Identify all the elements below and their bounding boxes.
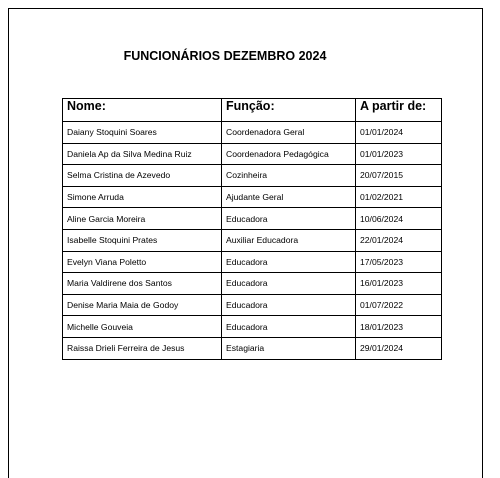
cell-start-date: 01/01/2024 xyxy=(356,122,442,144)
cell-start-date: 10/06/2024 xyxy=(356,208,442,230)
cell-role: Ajudante Geral xyxy=(222,186,356,208)
cell-start-date: 17/05/2023 xyxy=(356,251,442,273)
cell-role: Educadora xyxy=(222,251,356,273)
cell-name: Maria Valdirene dos Santos xyxy=(63,273,222,295)
table-row xyxy=(63,294,442,316)
document-page xyxy=(8,8,483,478)
cell-role: Educadora xyxy=(222,316,356,338)
cell-role: Educadora xyxy=(222,294,356,316)
table-row xyxy=(63,122,442,144)
table-row xyxy=(63,143,442,165)
table-row xyxy=(63,208,442,230)
cell-name: Selma Cristina de Azevedo xyxy=(63,165,222,187)
staff-table xyxy=(62,98,442,360)
table-header-row xyxy=(63,99,442,122)
cell-role: Auxiliar Educadora xyxy=(222,229,356,251)
cell-role: Cozinheira xyxy=(222,165,356,187)
cell-name: Michelle Gouveia xyxy=(63,316,222,338)
cell-role: Educadora xyxy=(222,208,356,230)
table-row xyxy=(63,273,442,295)
cell-start-date: 22/01/2024 xyxy=(356,229,442,251)
cell-start-date: 20/07/2015 xyxy=(356,165,442,187)
cell-name: Raissa Drieli Ferreira de Jesus xyxy=(63,337,222,359)
document-title: FUNCIONÁRIOS DEZEMBRO 2024 xyxy=(123,49,327,63)
cell-role: Estagiaria xyxy=(222,337,356,359)
cell-name: Evelyn Viana Poletto xyxy=(63,251,222,273)
cell-name: Denise Maria Maia de Godoy xyxy=(63,294,222,316)
table-row xyxy=(63,251,442,273)
table-row xyxy=(63,316,442,338)
cell-name: Daiany Stoquini Soares xyxy=(63,122,222,144)
table-row xyxy=(63,229,442,251)
cell-name: Aline Garcia Moreira xyxy=(63,208,222,230)
table-row xyxy=(63,337,442,359)
cell-start-date: 01/07/2022 xyxy=(356,294,442,316)
header-name: Nome: xyxy=(63,99,222,122)
cell-name: Isabelle Stoquini Prates xyxy=(63,229,222,251)
header-start-date: A partir de: xyxy=(356,99,442,122)
cell-start-date: 18/01/2023 xyxy=(356,316,442,338)
table-row xyxy=(63,186,442,208)
cell-start-date: 01/02/2021 xyxy=(356,186,442,208)
cell-start-date: 29/01/2024 xyxy=(356,337,442,359)
cell-name: Daniela Ap da Silva Medina Ruiz xyxy=(63,143,222,165)
table-row xyxy=(63,165,442,187)
header-role: Função: xyxy=(222,99,356,122)
cell-start-date: 01/01/2023 xyxy=(356,143,442,165)
cell-name: Simone Arruda xyxy=(63,186,222,208)
cell-start-date: 16/01/2023 xyxy=(356,273,442,295)
cell-role: Educadora xyxy=(222,273,356,295)
cell-role: Coordenadora Geral xyxy=(222,122,356,144)
cell-role: Coordenadora Pedagógica xyxy=(222,143,356,165)
